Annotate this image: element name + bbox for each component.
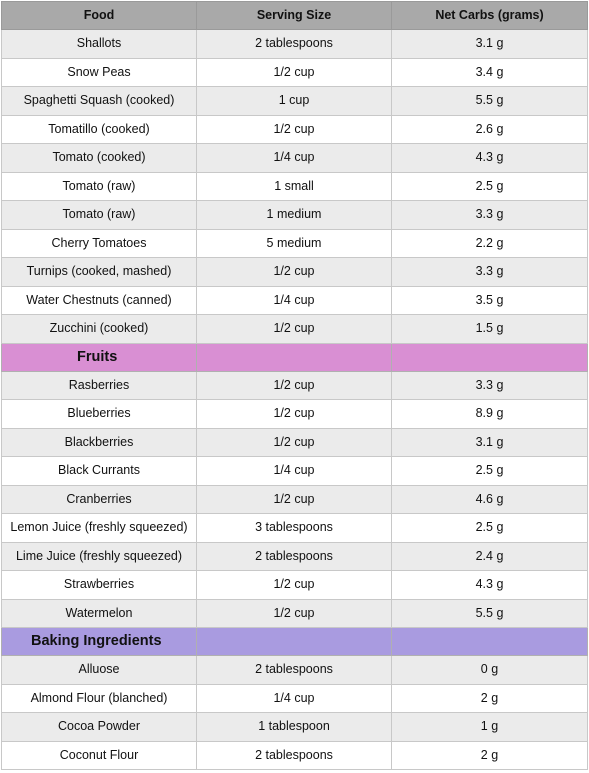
food-cell: Lime Juice (freshly squeezed) bbox=[2, 542, 197, 571]
net-carbs-cell: 3.1 g bbox=[392, 30, 588, 59]
serving-size-cell: 1/2 cup bbox=[197, 571, 392, 600]
table-row bbox=[2, 371, 588, 400]
table-row bbox=[2, 457, 588, 486]
food-cell: Tomato (raw) bbox=[2, 201, 197, 230]
food-cell: Tomato (cooked) bbox=[2, 144, 197, 173]
table-row bbox=[2, 599, 588, 628]
header-row bbox=[2, 2, 588, 30]
table-body bbox=[2, 30, 588, 770]
section-title: Fruits bbox=[2, 343, 197, 371]
net-carbs-cell: 0 g bbox=[392, 656, 588, 685]
serving-size-cell: 1/2 cup bbox=[197, 115, 392, 144]
table-row bbox=[2, 485, 588, 514]
table-row bbox=[2, 58, 588, 87]
net-carbs-cell: 3.1 g bbox=[392, 428, 588, 457]
serving-size-cell: 3 tablespoons bbox=[197, 514, 392, 543]
net-carbs-cell: 2.5 g bbox=[392, 457, 588, 486]
food-cell: Zucchini (cooked) bbox=[2, 315, 197, 344]
table-row bbox=[2, 656, 588, 685]
table-row bbox=[2, 172, 588, 201]
table-row bbox=[2, 258, 588, 287]
serving-size-cell: 1/2 cup bbox=[197, 400, 392, 429]
net-carbs-cell: 5.5 g bbox=[392, 87, 588, 116]
table-row bbox=[2, 229, 588, 258]
net-carbs-cell: 3.4 g bbox=[392, 58, 588, 87]
net-carbs-cell: 3.3 g bbox=[392, 201, 588, 230]
serving-size-cell: 2 tablespoons bbox=[197, 542, 392, 571]
serving-size-cell: 1/2 cup bbox=[197, 428, 392, 457]
table-row bbox=[2, 428, 588, 457]
food-cell: Lemon Juice (freshly squeezed) bbox=[2, 514, 197, 543]
food-cell: Spaghetti Squash (cooked) bbox=[2, 87, 197, 116]
net-carbs-cell: 4.3 g bbox=[392, 571, 588, 600]
table-row bbox=[2, 713, 588, 742]
serving-size-cell: 1/2 cup bbox=[197, 485, 392, 514]
net-carbs-cell: 5.5 g bbox=[392, 599, 588, 628]
food-cell: Tomatillo (cooked) bbox=[2, 115, 197, 144]
food-cell: Black Currants bbox=[2, 457, 197, 486]
section-cell bbox=[392, 343, 588, 371]
net-carbs-cell: 2 g bbox=[392, 684, 588, 713]
food-cell: Blueberries bbox=[2, 400, 197, 429]
net-carbs-cell: 3.3 g bbox=[392, 258, 588, 287]
net-carbs-cell: 2.4 g bbox=[392, 542, 588, 571]
serving-size-cell: 5 medium bbox=[197, 229, 392, 258]
header-net-carbs: Net Carbs (grams) bbox=[392, 2, 588, 30]
net-carbs-cell: 2 g bbox=[392, 741, 588, 770]
header-food: Food bbox=[2, 2, 197, 30]
table-row bbox=[2, 315, 588, 344]
food-cell: Shallots bbox=[2, 30, 197, 59]
food-cell: Almond Flour (blanched) bbox=[2, 684, 197, 713]
net-carbs-cell: 1.5 g bbox=[392, 315, 588, 344]
food-cell: Cherry Tomatoes bbox=[2, 229, 197, 258]
table-row bbox=[2, 684, 588, 713]
serving-size-cell: 1 tablespoon bbox=[197, 713, 392, 742]
net-carbs-cell: 2.5 g bbox=[392, 172, 588, 201]
table-row bbox=[2, 400, 588, 429]
table-row bbox=[2, 514, 588, 543]
net-carbs-cell: 4.3 g bbox=[392, 144, 588, 173]
food-cell: Alluose bbox=[2, 656, 197, 685]
section-cell bbox=[197, 343, 392, 371]
net-carbs-cell: 1 g bbox=[392, 713, 588, 742]
net-carbs-cell: 4.6 g bbox=[392, 485, 588, 514]
table-row bbox=[2, 571, 588, 600]
section-row bbox=[2, 628, 588, 656]
section-cell bbox=[392, 628, 588, 656]
food-cell: Turnips (cooked, mashed) bbox=[2, 258, 197, 287]
table-row bbox=[2, 30, 588, 59]
serving-size-cell: 1 small bbox=[197, 172, 392, 201]
net-carbs-cell: 3.5 g bbox=[392, 286, 588, 315]
serving-size-cell: 1/4 cup bbox=[197, 286, 392, 315]
food-cell: Watermelon bbox=[2, 599, 197, 628]
serving-size-cell: 1/2 cup bbox=[197, 258, 392, 287]
serving-size-cell: 1/2 cup bbox=[197, 58, 392, 87]
food-cell: Water Chestnuts (canned) bbox=[2, 286, 197, 315]
net-carbs-cell: 8.9 g bbox=[392, 400, 588, 429]
serving-size-cell: 1/2 cup bbox=[197, 371, 392, 400]
net-carbs-cell: 2.6 g bbox=[392, 115, 588, 144]
food-cell: Cranberries bbox=[2, 485, 197, 514]
header-serving-size: Serving Size bbox=[197, 2, 392, 30]
table-row bbox=[2, 115, 588, 144]
table-row bbox=[2, 286, 588, 315]
serving-size-cell: 1/4 cup bbox=[197, 457, 392, 486]
net-carbs-cell: 3.3 g bbox=[392, 371, 588, 400]
serving-size-cell: 1/4 cup bbox=[197, 144, 392, 173]
net-carbs-cell: 2.2 g bbox=[392, 229, 588, 258]
serving-size-cell: 2 tablespoons bbox=[197, 656, 392, 685]
serving-size-cell: 1/4 cup bbox=[197, 684, 392, 713]
food-cell: Cocoa Powder bbox=[2, 713, 197, 742]
food-cell: Tomato (raw) bbox=[2, 172, 197, 201]
section-title: Baking Ingredients bbox=[2, 628, 197, 656]
serving-size-cell: 1/2 cup bbox=[197, 315, 392, 344]
food-cell: Blackberries bbox=[2, 428, 197, 457]
serving-size-cell: 1 cup bbox=[197, 87, 392, 116]
net-carbs-table bbox=[1, 1, 588, 770]
table-row bbox=[2, 201, 588, 230]
food-cell: Coconut Flour bbox=[2, 741, 197, 770]
food-cell: Snow Peas bbox=[2, 58, 197, 87]
section-cell bbox=[197, 628, 392, 656]
table-row bbox=[2, 542, 588, 571]
table-row bbox=[2, 741, 588, 770]
serving-size-cell: 2 tablespoons bbox=[197, 741, 392, 770]
serving-size-cell: 1 medium bbox=[197, 201, 392, 230]
table-row bbox=[2, 87, 588, 116]
net-carbs-cell: 2.5 g bbox=[392, 514, 588, 543]
food-cell: Strawberries bbox=[2, 571, 197, 600]
section-row bbox=[2, 343, 588, 371]
table-row bbox=[2, 144, 588, 173]
food-cell: Rasberries bbox=[2, 371, 197, 400]
serving-size-cell: 1/2 cup bbox=[197, 599, 392, 628]
serving-size-cell: 2 tablespoons bbox=[197, 30, 392, 59]
